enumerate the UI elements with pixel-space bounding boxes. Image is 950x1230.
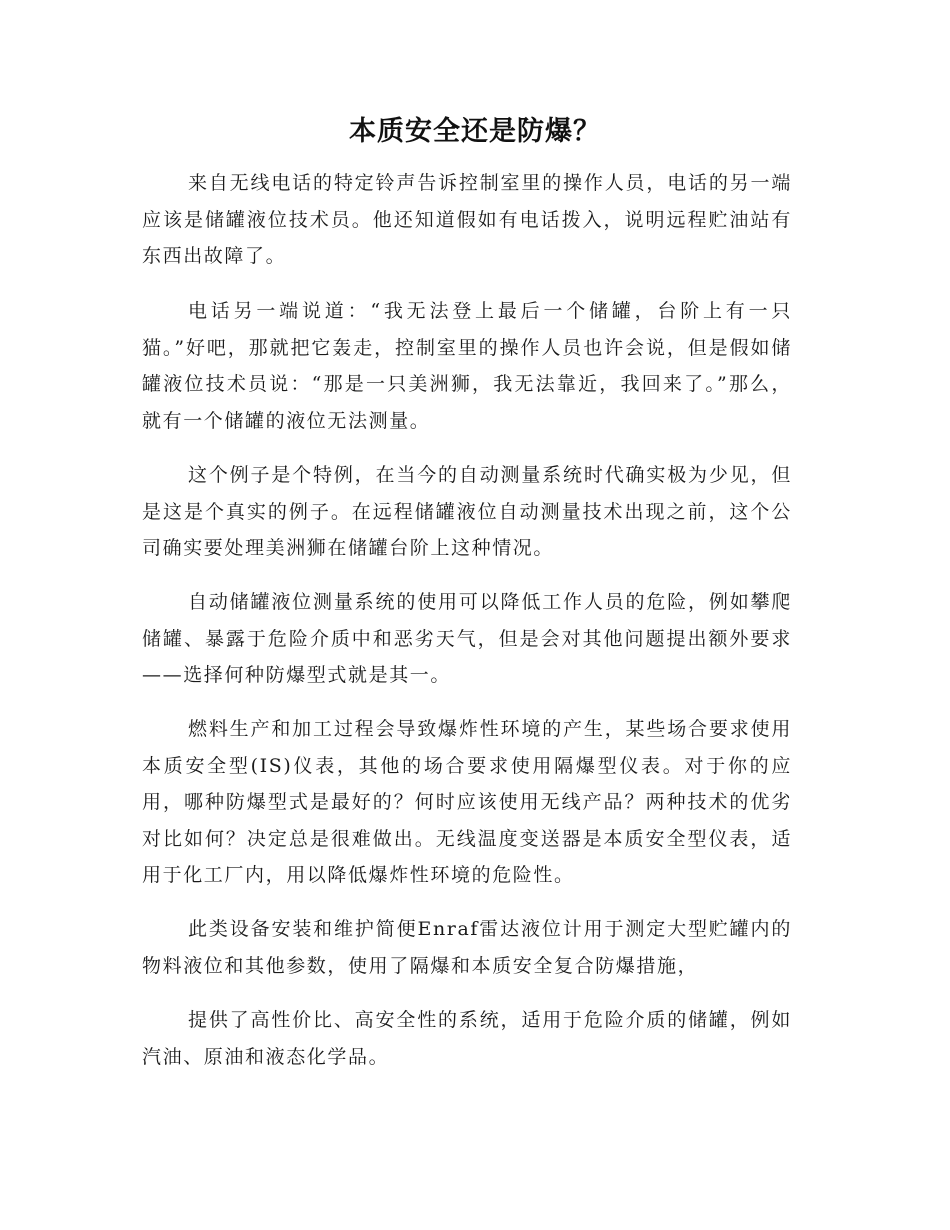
paragraph-6: 此类设备安装和维护简便Enraf雷达液位计用于测定大型贮罐内的物料液位和其他参数，使用了隔爆和本质安全复合防爆措施，: [142, 918, 792, 977]
document-title: 本质安全还是防爆？: [349, 116, 601, 147]
paragraph-4: 自动储罐液位测量系统的使用可以降低工作人员的危险，例如攀爬储罐、暴露于危险介质中和恶劣天气，但是会对其他问题提出额外要求——选择何种防爆型式就是其一。: [142, 591, 792, 686]
paragraph-1: 来自无线电话的特定铃声告诉控制室里的操作人员，电话的另一端应该是储罐液位技术员。他还知道假如有电话拨入，说明远程贮油站有东西出故障了。: [142, 172, 792, 267]
paragraph-2: 电话另一端说道：“我无法登上最后一个储罐，台阶上有一只猫。”好吧，那就把它轰走，控制室里的操作人员也许会说，但是假如储罐液位技术员说：“那是一只美洲狮，我无法靠近，我回来了。”那么，就有一个储罐的液位无法测量。: [142, 300, 792, 432]
paragraph-5: 燃料生产和加工过程会导致爆炸性环境的产生，某些场合要求使用本质安全型(IS)仪表，其他的场合要求使用隔爆型仪表。对于你的应用，哪种防爆型式是最好的？何时应该使用无线产品？两种技术的优劣对比如何？决定总是很难做出。无线温度变送器是本质安全型仪表，适用于化工厂内，用以降低爆炸性环境的危险性。: [142, 718, 792, 886]
paragraph-7: 提供了高性价比、高安全性的系统，适用于危险介质的储罐，例如汽油、原油和液态化学品。: [142, 1009, 792, 1068]
paragraph-3: 这个例子是个特例，在当今的自动测量系统时代确实极为少见，但是这是个真实的例子。在远程储罐液位自动测量技术出现之前，这个公司确实要处理美洲狮在储罐台阶上这种情况。: [142, 464, 792, 559]
